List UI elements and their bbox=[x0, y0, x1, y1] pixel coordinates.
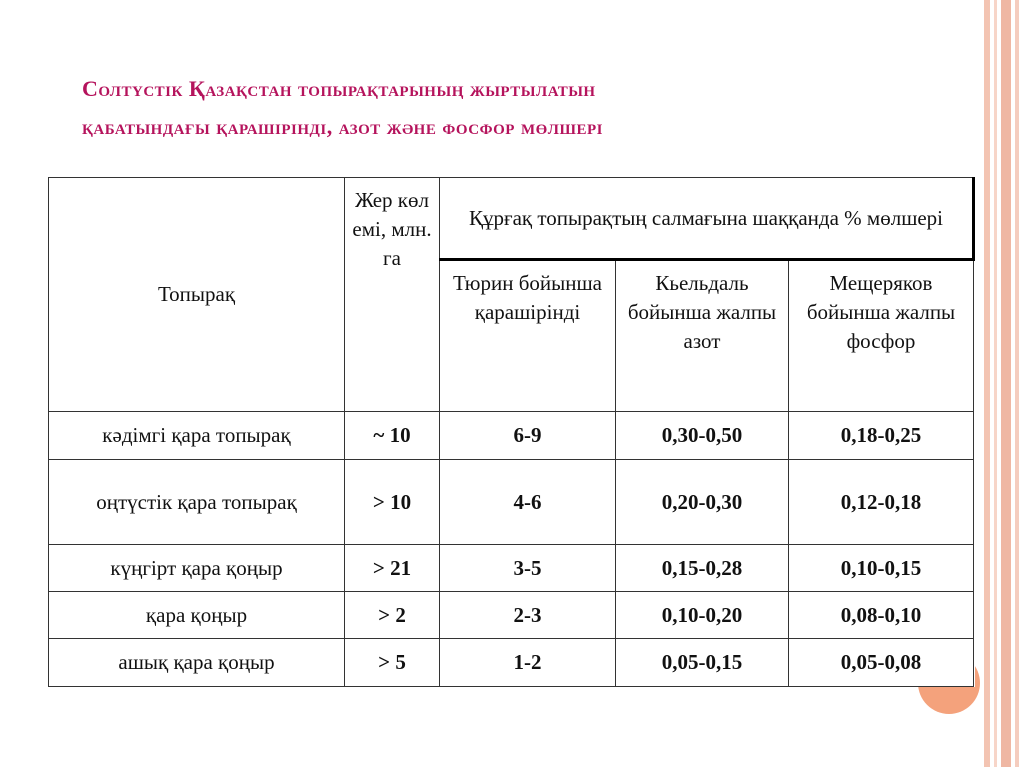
table-row bbox=[49, 412, 974, 460]
cell-area: > 2 bbox=[345, 592, 440, 639]
decor-stripe bbox=[1015, 0, 1019, 767]
decor-stripe bbox=[1001, 0, 1011, 767]
cell-nitrogen: 0,30-0,50 bbox=[616, 412, 789, 460]
cell-humus: 1-2 bbox=[440, 639, 616, 687]
soil-table bbox=[48, 177, 975, 687]
cell-nitrogen: 0,15-0,28 bbox=[616, 545, 789, 592]
header-soil: Топырақ bbox=[49, 178, 345, 412]
cell-phosphorus: 0,08-0,10 bbox=[789, 592, 974, 639]
cell-nitrogen: 0,05-0,15 bbox=[616, 639, 789, 687]
table-row bbox=[49, 639, 974, 687]
cell-soil: кәдімгі қара топырақ bbox=[49, 412, 345, 460]
cell-phosphorus: 0,12-0,18 bbox=[789, 460, 974, 545]
header-nitrogen: Кьельдаль бойынша жалпы азот bbox=[616, 260, 789, 412]
table-row bbox=[49, 460, 974, 545]
cell-soil: күңгірт қара қоңыр bbox=[49, 545, 345, 592]
cell-area: ~ 10 bbox=[345, 412, 440, 460]
decor-stripe bbox=[984, 0, 990, 767]
cell-phosphorus: 0,05-0,08 bbox=[789, 639, 974, 687]
cell-nitrogen: 0,20-0,30 bbox=[616, 460, 789, 545]
header-humus: Тюрин бойынша қарашірінді bbox=[440, 260, 616, 412]
slide-title bbox=[82, 70, 962, 146]
cell-humus: 6-9 bbox=[440, 412, 616, 460]
cell-humus: 2-3 bbox=[440, 592, 616, 639]
decor-stripe bbox=[994, 0, 997, 767]
header-dry-soil-percent: Құрғақ топырақтың салмағына шаққанда % мөлшері bbox=[440, 178, 974, 260]
cell-nitrogen: 0,10-0,20 bbox=[616, 592, 789, 639]
table-row bbox=[49, 545, 974, 592]
cell-area: > 10 bbox=[345, 460, 440, 545]
header-phosphorus: Мещеряков бойынша жалпы фосфор bbox=[789, 260, 974, 412]
cell-soil: оңтүстік қара топырақ bbox=[49, 460, 345, 545]
cell-area: > 5 bbox=[345, 639, 440, 687]
cell-phosphorus: 0,18-0,25 bbox=[789, 412, 974, 460]
cell-area: > 21 bbox=[345, 545, 440, 592]
title-line-1: Солтүстік Қазақстан топырақтарының жыртылатын bbox=[82, 76, 596, 101]
title-line-2: қабатындағы қарашірінді, азот және фосфор мөлшері bbox=[82, 114, 603, 139]
cell-humus: 3-5 bbox=[440, 545, 616, 592]
cell-soil: қара қоңыр bbox=[49, 592, 345, 639]
cell-soil: ашық қара қоңыр bbox=[49, 639, 345, 687]
table-row bbox=[49, 592, 974, 639]
cell-humus: 4-6 bbox=[440, 460, 616, 545]
header-area: Жер көлемі, млн. га bbox=[345, 178, 440, 412]
cell-phosphorus: 0,10-0,15 bbox=[789, 545, 974, 592]
